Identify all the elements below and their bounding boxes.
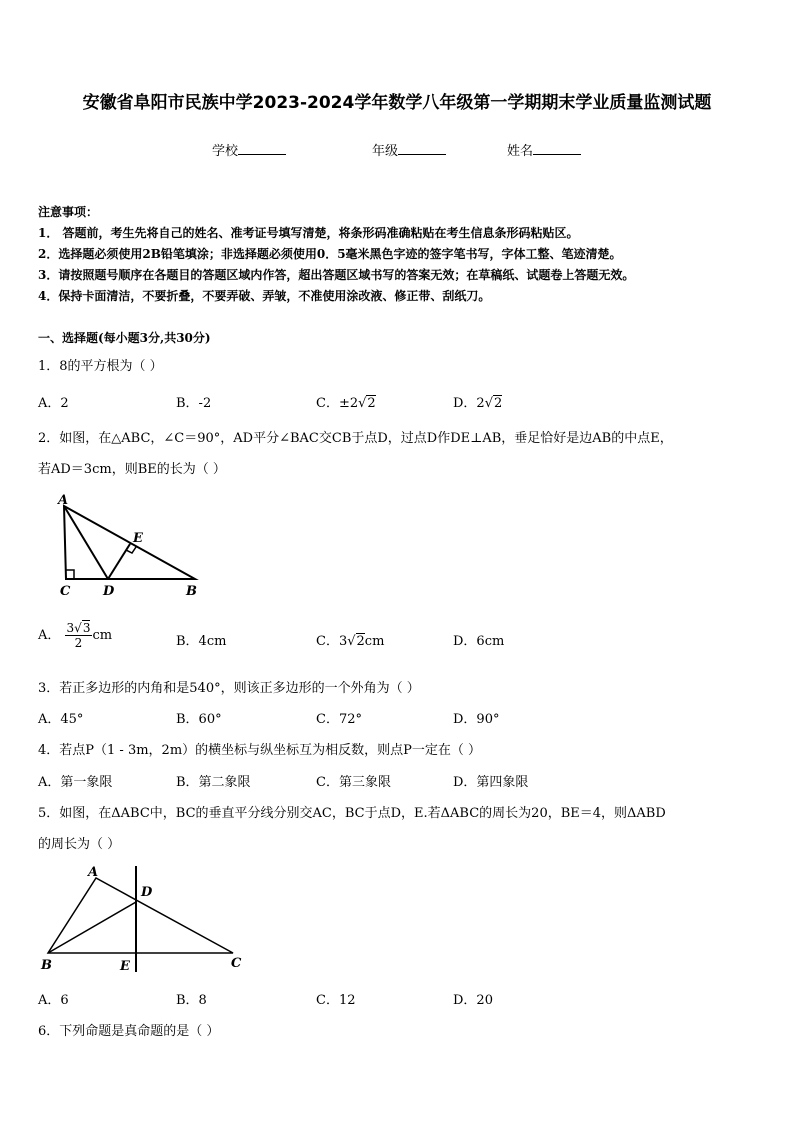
q2-option-b: B．4cm bbox=[176, 634, 227, 649]
q1-stem: 1．8的平方根为（ ） bbox=[38, 359, 163, 374]
q4-option-a: A．第一象限 bbox=[38, 775, 113, 790]
numerator-coefficient: 3 bbox=[66, 621, 75, 635]
q3-option-d: D．90° bbox=[453, 712, 500, 727]
label-a: A bbox=[88, 865, 99, 880]
q5-stem-line2: 的周长为（ ） bbox=[38, 837, 121, 852]
name-blank bbox=[533, 142, 581, 155]
q1-option-d-prefix: D．2 bbox=[453, 396, 485, 411]
q2-option-a bbox=[38, 621, 112, 650]
q5-stem-line1: 5．如图，在ΔABC中，BC的垂直平分线分别交AC，BC于点D，E.若ΔABC的周长为20，BE＝4，则ΔABD bbox=[38, 806, 666, 821]
q1-option-d: D．2√2 bbox=[453, 396, 503, 411]
q2-stem-line1: 2．如图，在△ABC，∠C＝90°，AD平分∠BAC交CB于点D，过点D作DE⊥AB，垂足恰好是边AB的中点E， bbox=[38, 431, 673, 446]
label-d: D bbox=[103, 584, 115, 599]
q3-stem: 3．若正多边形的内角和是540°，则该正多边形的一个外角为（ ） bbox=[38, 681, 420, 696]
unit: cm bbox=[92, 628, 113, 643]
q3-option-c: C．72° bbox=[316, 712, 362, 727]
grade-blank bbox=[398, 142, 446, 155]
note-item: 2．选择题必须使用2B铅笔填涂；非选择题必须使用0．5毫米黑色字迹的签字笔书写，字体工整、笔迹清楚。 bbox=[38, 247, 622, 261]
q2-option-c-radicand: 2 bbox=[356, 634, 365, 649]
fraction-numerator: 3√3 bbox=[66, 621, 91, 635]
q5-option-b: B．8 bbox=[176, 993, 207, 1008]
label-c: C bbox=[231, 956, 242, 971]
segment-ad bbox=[64, 506, 108, 579]
note-item: 3．请按照题号顺序在各题目的答题区域内作答，超出答题区域书写的答案无效；在草稿纸、试题卷上答题无效。 bbox=[38, 268, 635, 282]
q1-option-c-radicand: 2 bbox=[367, 396, 376, 411]
q4-option-d: D．第四象限 bbox=[453, 775, 529, 790]
notes-heading: 注意事项： bbox=[38, 205, 99, 219]
numerator-radicand: 3 bbox=[82, 621, 91, 635]
q4-stem: 4．若点P（1 - 3m，2m）的横坐标与纵坐标互为相反数，则点P一定在（ ） bbox=[38, 743, 482, 758]
grade-field bbox=[372, 140, 446, 159]
label-b: B bbox=[41, 958, 52, 973]
q2-stem-line2: 若AD＝3cm，则BE的长为（ ） bbox=[38, 462, 226, 477]
school-blank bbox=[238, 142, 286, 155]
page-title: 安徽省阜阳市民族中学2023-2024学年数学八年级第一学期期末学业质量监测试题 bbox=[82, 93, 712, 113]
grade-label: 年级 bbox=[372, 144, 399, 159]
q2-option-a-label: A． bbox=[38, 628, 61, 643]
q3-option-b: B．60° bbox=[176, 712, 222, 727]
q5-option-a: A．6 bbox=[38, 993, 69, 1008]
segment-bd bbox=[48, 902, 136, 953]
q2-option-d: D．6cm bbox=[453, 634, 505, 649]
label-e: E bbox=[133, 531, 143, 546]
q5-figure bbox=[38, 858, 253, 976]
label-c: C bbox=[60, 584, 71, 599]
note-item: 4．保持卡面清洁，不要折叠，不要弄破、弄皱，不准使用涂改液、修正带、刮纸刀。 bbox=[38, 289, 491, 303]
school-field bbox=[212, 140, 286, 159]
label-e: E bbox=[120, 959, 130, 974]
q5-option-c: C．12 bbox=[316, 993, 356, 1008]
q3-option-a: A．45° bbox=[38, 712, 84, 727]
segment-de bbox=[108, 544, 130, 579]
q4-option-c: C．第三象限 bbox=[316, 775, 391, 790]
q5-option-d: D．20 bbox=[453, 993, 493, 1008]
q1-option-b: B．-2 bbox=[176, 396, 212, 411]
q1-option-a: A．2 bbox=[38, 396, 69, 411]
note-item: 1． 答题前，考生先将自己的姓名、准考证号填写清楚，将条形码准确粘贴在考生信息条形码粘贴区。 bbox=[38, 226, 579, 240]
right-angle-c bbox=[66, 570, 74, 579]
section-heading: 一、选择题(每小题3分,共30分) bbox=[38, 331, 211, 345]
q6-stem: 6．下列命题是真命题的是（ ） bbox=[38, 1024, 220, 1039]
label-a: A bbox=[58, 493, 69, 508]
q1-option-d-radicand: 2 bbox=[494, 396, 503, 411]
q4-option-b: B．第二象限 bbox=[176, 775, 251, 790]
q1-option-c: C．±2√2 bbox=[316, 396, 376, 411]
name-field bbox=[507, 140, 581, 159]
label-d: D bbox=[141, 885, 153, 900]
fraction bbox=[65, 621, 93, 650]
school-label: 学校 bbox=[212, 144, 239, 159]
unit: cm bbox=[364, 634, 385, 649]
triangle-abc bbox=[64, 506, 195, 579]
q1-option-c-prefix: C．±2 bbox=[316, 396, 359, 411]
q2-option-c-prefix: C．3 bbox=[316, 634, 348, 649]
q2-figure bbox=[40, 488, 210, 600]
name-label: 姓名 bbox=[507, 144, 534, 159]
fraction-denominator: 2 bbox=[74, 636, 83, 650]
q2-option-c: C．3√2cm bbox=[316, 634, 385, 649]
label-b: B bbox=[186, 584, 197, 599]
